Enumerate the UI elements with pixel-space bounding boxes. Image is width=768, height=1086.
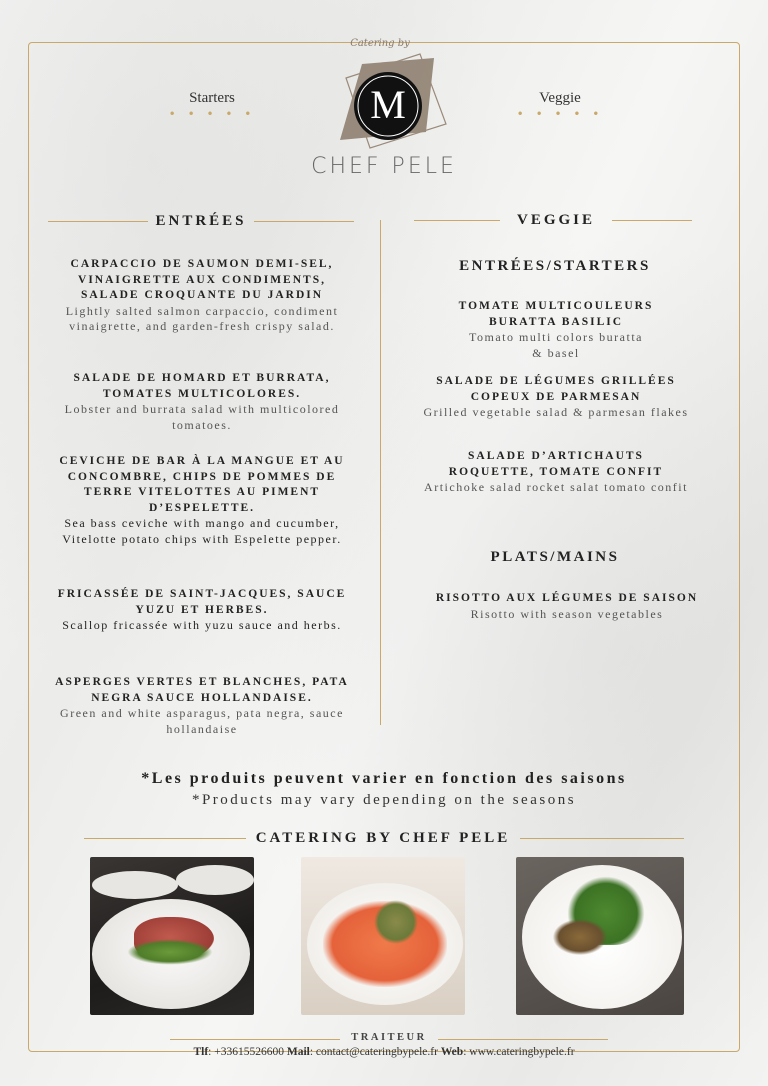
photo-plate-back bbox=[92, 871, 178, 899]
column-divider bbox=[380, 220, 381, 725]
dish-name: CEVICHE DE BAR À LA MANGUE ET AU CONCOMBRE, CHIPS DE POMMES DE TERRE VITELOTTES AU PIMENT D’ESPELETTE. bbox=[59, 455, 345, 514]
dish-name: RISOTTO AUX LÉGUMES DE SAISON bbox=[435, 592, 699, 604]
tel-label: Tlf bbox=[193, 1046, 209, 1058]
season-notice-en: *Products may vary depending on the seasons bbox=[191, 792, 577, 808]
photo-greens bbox=[120, 937, 220, 967]
dish-desc: Lobster and burrata salad with multicolored tomatoes. bbox=[64, 402, 340, 432]
footer-label: TRAITEUR bbox=[351, 1032, 427, 1043]
dish-desc: Lightly salted salmon carpaccio, condiment vinaigrette, and garden-fresh crispy salad. bbox=[65, 303, 339, 333]
footer-contact bbox=[60, 1046, 708, 1058]
dish-name: ASPERGES VERTES ET BLANCHES, PATA NEGRA SAUCE HOLLANDAISE. bbox=[55, 676, 349, 704]
brand-logo bbox=[300, 36, 468, 186]
dish-name: SALADE D’ARTICHAUTS ROQUETTE, TOMATE CONFIT bbox=[448, 450, 664, 478]
dish-name: TOMATE MULTICOULEURS BURATTA BASILIC bbox=[458, 300, 654, 328]
left-dish-4 bbox=[52, 587, 352, 634]
gallery-rule-left bbox=[84, 838, 246, 839]
nav-starters-dots: • • • • • bbox=[168, 107, 256, 121]
dish-desc: Green and white asparagus, pata negra, sauce hollandaise bbox=[60, 706, 344, 736]
photo-plate-back bbox=[176, 865, 254, 895]
footer-rule-left bbox=[170, 1039, 340, 1040]
nav-starters[interactable] bbox=[160, 90, 264, 121]
mail-value[interactable]: : contact@cateringbypele.fr bbox=[309, 1046, 438, 1058]
nav-veggie-dots: • • • • • bbox=[516, 107, 604, 121]
dish-desc: Scallop fricassée with yuzu sauce and herbs. bbox=[62, 618, 342, 632]
photo-herbs bbox=[371, 897, 421, 947]
starters-subtitle: ENTRÉES/STARTERS bbox=[459, 258, 651, 274]
nav-starters-label: Starters bbox=[189, 90, 235, 106]
left-dish-1 bbox=[52, 257, 352, 335]
tel-value[interactable]: : +33615526600 bbox=[208, 1046, 284, 1058]
web-label: Web bbox=[440, 1046, 464, 1058]
right-dish-2 bbox=[416, 374, 696, 421]
dish-name: SALADE DE LÉGUMES GRILLÉES COPEUX DE PARMESAN bbox=[436, 375, 676, 403]
entrees-title: ENTRÉES bbox=[155, 213, 247, 229]
right-dish-1 bbox=[416, 299, 696, 361]
nav-veggie-label: Veggie bbox=[539, 90, 581, 106]
gallery-title: CATERING BY CHEF PELE bbox=[255, 830, 511, 846]
dish-desc: Grilled vegetable salad & parmesan flakes bbox=[423, 405, 689, 419]
right-dish-3 bbox=[416, 449, 696, 496]
right-title-rule-right bbox=[612, 220, 692, 221]
dish-desc: Risotto with season vegetables bbox=[470, 606, 664, 621]
dish-desc: Tomato multi colors buratta & basel bbox=[469, 330, 643, 360]
left-dish-5 bbox=[52, 675, 352, 737]
dish-photo-salmon bbox=[301, 857, 465, 1015]
dish-desc: Sea bass ceviche with mango and cucumber, Vitelotte potato chips with Espelette pepper. bbox=[62, 516, 342, 546]
right-title-rule-left bbox=[414, 220, 500, 221]
photo-garnish bbox=[550, 917, 610, 957]
left-title-rule-right bbox=[254, 221, 354, 222]
mail-label: Mail bbox=[286, 1046, 310, 1058]
dish-photo-carpaccio bbox=[90, 857, 254, 1015]
mains-subtitle: PLATS/MAINS bbox=[490, 549, 620, 565]
veggie-title: VEGGIE bbox=[516, 212, 595, 228]
dish-name: SALADE DE HOMARD ET BURRATA, TOMATES MULTICOLORES. bbox=[73, 372, 331, 400]
footer-rule-right bbox=[438, 1039, 608, 1040]
nav-veggie[interactable] bbox=[508, 90, 612, 121]
gallery-rule-right bbox=[520, 838, 684, 839]
season-notice-fr: *Les produits peuvent varier en fonction des saisons bbox=[141, 770, 627, 787]
left-dish-2 bbox=[52, 371, 352, 433]
left-dish-3 bbox=[52, 454, 352, 547]
dish-name: CARPACCIO DE SAUMON DEMI-SEL, VINAIGRETTE AUX CONDIMENTS, SALADE CROQUANTE DU JARDIN bbox=[70, 258, 334, 301]
dish-desc: Artichoke salad rocket salat tomato confit bbox=[424, 480, 688, 494]
dish-photo-asparagus bbox=[516, 857, 684, 1015]
dish-name: FRICASSÉE DE SAINT-JACQUES, SAUCE YUZU ET HERBES. bbox=[57, 588, 347, 616]
right-main-1 bbox=[416, 591, 718, 622]
logo-wordmark: CHEF PELE bbox=[311, 154, 457, 179]
web-value[interactable]: : www.cateringbypele.fr bbox=[463, 1046, 575, 1058]
logo-monogram: M bbox=[370, 82, 406, 127]
left-title-rule-left bbox=[48, 221, 148, 222]
logo-script-text: Catering by bbox=[350, 38, 410, 49]
